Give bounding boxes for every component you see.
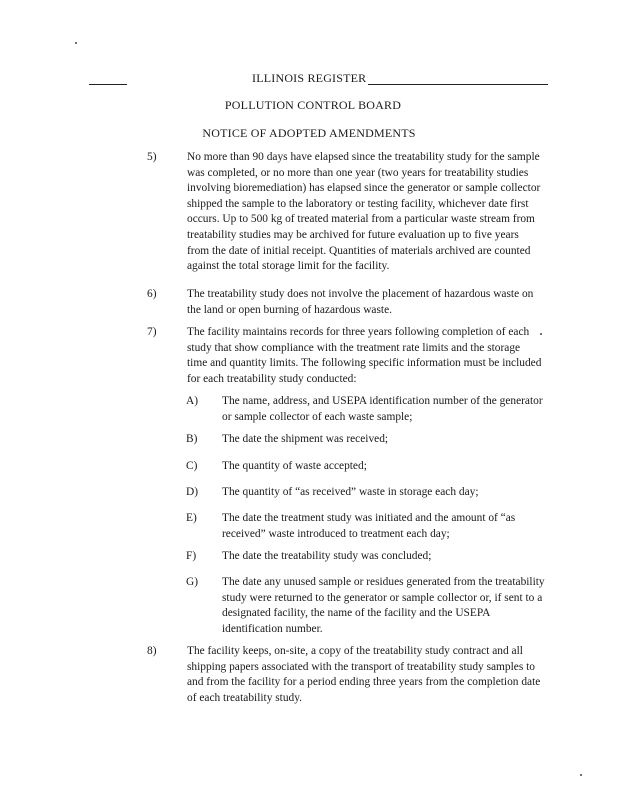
subitem-letter: E) [186, 512, 197, 524]
subitem-text: The name, address, and USEPA identification number of the generator or sample collector of each waste sample; [222, 395, 543, 423]
header-rule-left [89, 84, 127, 85]
notice-heading: NOTICE OF ADOPTED AMENDMENTS [202, 126, 416, 140]
item-text: The facility maintains records for three years following completion of each study that show compliance with the treatment rate limits and the storage time and quantity limits. The following specific information must be included for each treatability study conducted: [187, 326, 542, 385]
scan-speck [540, 333, 542, 335]
item-number: 5) [147, 151, 157, 163]
item-number: 6) [147, 288, 157, 300]
scan-speck [580, 774, 582, 776]
item-number: 8) [147, 645, 157, 657]
subitem-text: The date any unused sample or residues generated from the treatability study were returned to the generator or sample collector or, if sent to a designated facility, the name of the facility and the USEPA identification number. [222, 576, 545, 635]
item-text: The facility keeps, on-site, a copy of the treatability study contract and all shipping papers associated with the transport of treatability study samples to and from the facility for a period ending three years from the completion date of each treatability study. [187, 645, 541, 704]
scan-speck [75, 42, 77, 44]
subitem-letter: A) [186, 395, 199, 407]
subitem-text: The date the shipment was received; [222, 433, 389, 445]
running-head: ILLINOIS REGISTER [252, 71, 367, 85]
item-text: The treatability study does not involve the placement of hazardous waste on the land or open burning of hazardous waste. [187, 288, 534, 316]
subitem-letter: C) [186, 460, 198, 472]
item-text: No more than 90 days have elapsed since the treatability study for the sample was completed, or no more than one year (two years for treatability studies involving bioremediation) has elapsed since the generator or sample collector shipped the sample to the laboratory or testing facility, whichever date first occurs. Up to 500 kg of treated material from a particular waste stream from treatability studies may be archived for future evaluation up to five years from the date of initial receipt. Quantities of materials archived are counted against the total storage limit for the facility. [187, 151, 541, 273]
subitem-text: The quantity of “as received” waste in storage each day; [222, 486, 479, 498]
header-rule-right [368, 84, 548, 85]
subitem-letter: G) [186, 576, 199, 588]
subitem-text: The date the treatability study was concluded; [222, 550, 432, 562]
subitem-text: The quantity of waste accepted; [222, 460, 367, 472]
item-number: 7) [147, 326, 157, 338]
subitem-text: The date the treatment study was initiated and the amount of “as received” waste introduced to treatment each day; [222, 512, 516, 540]
subitem-letter: F) [186, 550, 197, 562]
agency-heading: POLLUTION CONTROL BOARD [224, 98, 402, 112]
subitem-letter: D) [186, 486, 199, 498]
subitem-letter: B) [186, 433, 198, 445]
